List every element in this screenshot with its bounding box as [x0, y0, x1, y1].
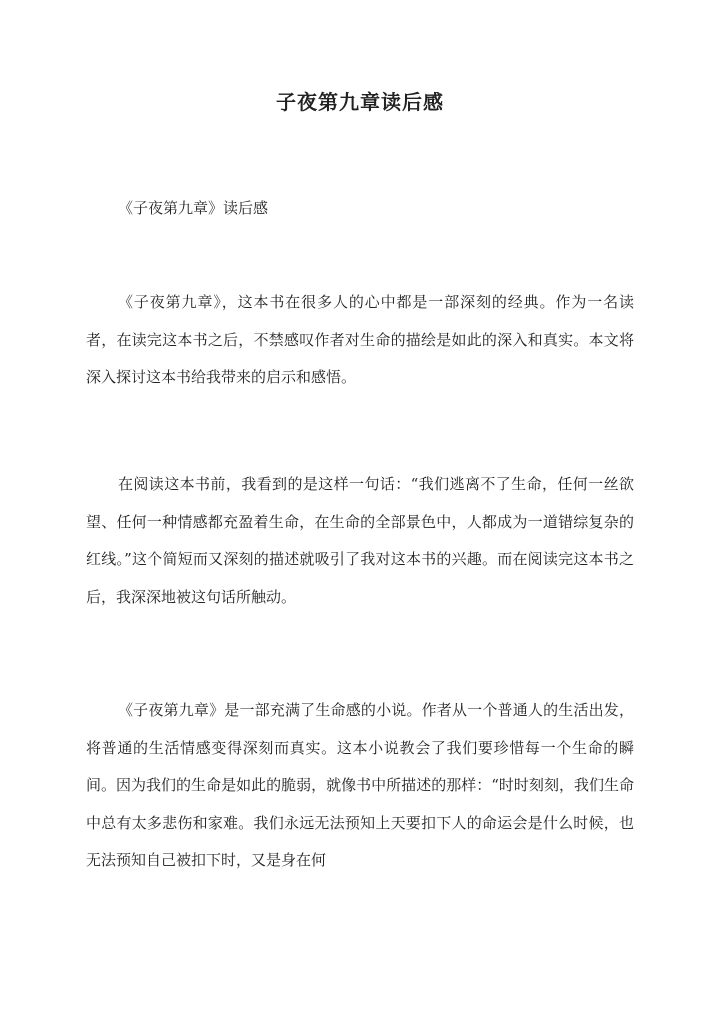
paragraph-1: 《子夜第九章》，这本书在很多人的心中都是一部深刻的经典。作为一名读者，在读完这本书之后，不禁感叹作者对生命的描绘是如此的深入和真实。本文将深入探讨这本书给我带来的启示和感悟。: [86, 293, 634, 387]
page-title: 子夜第九章读后感: [276, 90, 444, 114]
document-subtitle: 《子夜第九章》读后感: [118, 199, 269, 217]
paragraph-2: 在阅读这本书前，我看到的是这样一句话：“我们逃离不了生命，任何一丝欲望、任何一种情感都充盈着生命，在生命的全部景色中，人都成为一道错综复杂的红线。”这个简短而又深刻的描述就吸引了我对这本书的兴趣。而在阅读完这本书之后，我深深地被这句话所触动。: [86, 475, 634, 606]
paragraph-3: 《子夜第九章》是一部充满了生命感的小说。作者从一个普通人的生活出发，将普通的生活情感变得深刻而真实。这本小说教会了我们要珍惜每一个生命的瞬间。因为我们的生命是如此的脆弱，就像书中所描述的那样：“时时刻刻，我们生命中总有太多悲伤和家难。我们永远无法预知上天要扣下人的命运会是什么时候，也无法预知自己被扣下时，又是身在何: [86, 701, 634, 870]
